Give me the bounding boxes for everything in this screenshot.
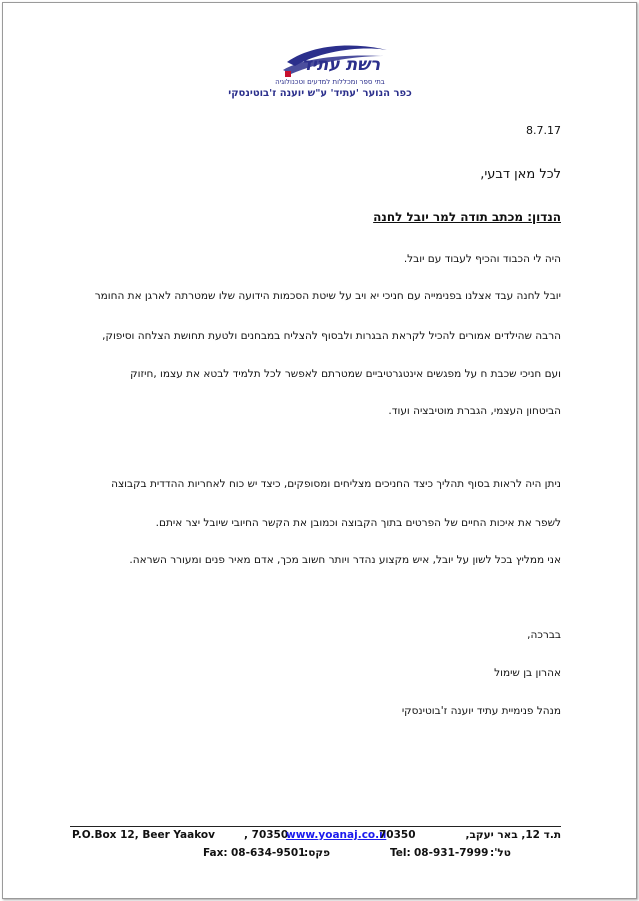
logo-subtitle: בתי ספר ומכללות למדעים וטכנולוגיה (275, 78, 385, 86)
tel-number: 08-931-7999 (414, 847, 489, 859)
fax-label-en: Fax: (203, 847, 228, 859)
paragraph-line: הרבה שהילדים אמורים להכיל לקראת הבגרות ולבסוף להצליח במבחנים ולטעת תחושת הצלחה וסיפוק, (102, 330, 561, 342)
paragraph-line: ניתן היה לראות בסוף תהליך כיצד החניכים מצליחים ומסופקים, כיצד יש כוח לאחריות ההדדית בקבוצה (111, 478, 561, 490)
salutation: לכל מאן דבעי, (480, 167, 561, 182)
tel-label-he: טל': (490, 847, 511, 859)
fax-number: 08-634-9501 (231, 847, 306, 859)
organization-name: כפר הנוער 'עתיד' ע"ש יוענה ז'בוטינסקי (228, 88, 412, 99)
footer-zip-left: , 70350 (244, 829, 289, 841)
paragraph-opening: היה לי הכבוד והכיף לעבוד עם יובל. (403, 253, 561, 265)
footer-zip-right: 70350 (379, 829, 416, 841)
paragraph-line: ועם חניכי שכבת ח על מפגשים אינטגרטיביים שמטרתם לאפשר לכל תלמיד לבטא את עצמו ,חיזוק (130, 368, 561, 380)
signer-name: אהרון בן שימול (494, 667, 561, 679)
footer-address-he: ת.ד 12, באר יעקב, (465, 829, 561, 841)
paragraph-line: יובל לחנה עבד אצלנו בפנימייה עם חניכי יא ויב על שיטת הסכמות הידועה שלו שמטרתה לארגן את החומר (94, 290, 561, 302)
website-link[interactable]: www.yoanaj.co.il (286, 829, 387, 841)
signer-title: מנהל פנימיית עתיד יוענה ז'בוטינסקי (401, 705, 561, 717)
paragraph-line: הביטחון העצמי, הגברת מוטיבציה ועוד. (388, 405, 561, 417)
logo-wordmark: רשת עתיד (301, 55, 381, 75)
footer-divider (70, 826, 561, 827)
footer-website-wrap (286, 829, 386, 841)
paragraph-recommendation: אני ממליץ בכל לשון על יובל, איש מקצוע נהדר ויותר חשוב מכך, אדם מאיר פנים ומעורר השראה. (129, 554, 561, 566)
fax-label-he: פקס: (304, 847, 330, 859)
letter-date: 8.7.17 (526, 124, 561, 137)
footer-address-en: P.O.Box 12, Beer Yaakov (72, 829, 215, 841)
paragraph-line: לשפר את איכות החיים של הפרטים בתוך הקבוצה וכמובן את הקשר החיובי שיובל יצר איתם. (155, 517, 561, 529)
tel-label-en: Tel: (390, 847, 411, 859)
closing: בברכה, (527, 629, 561, 641)
subject-line: הנדון: מכתב תודה למר יובל לחנה (373, 210, 561, 224)
